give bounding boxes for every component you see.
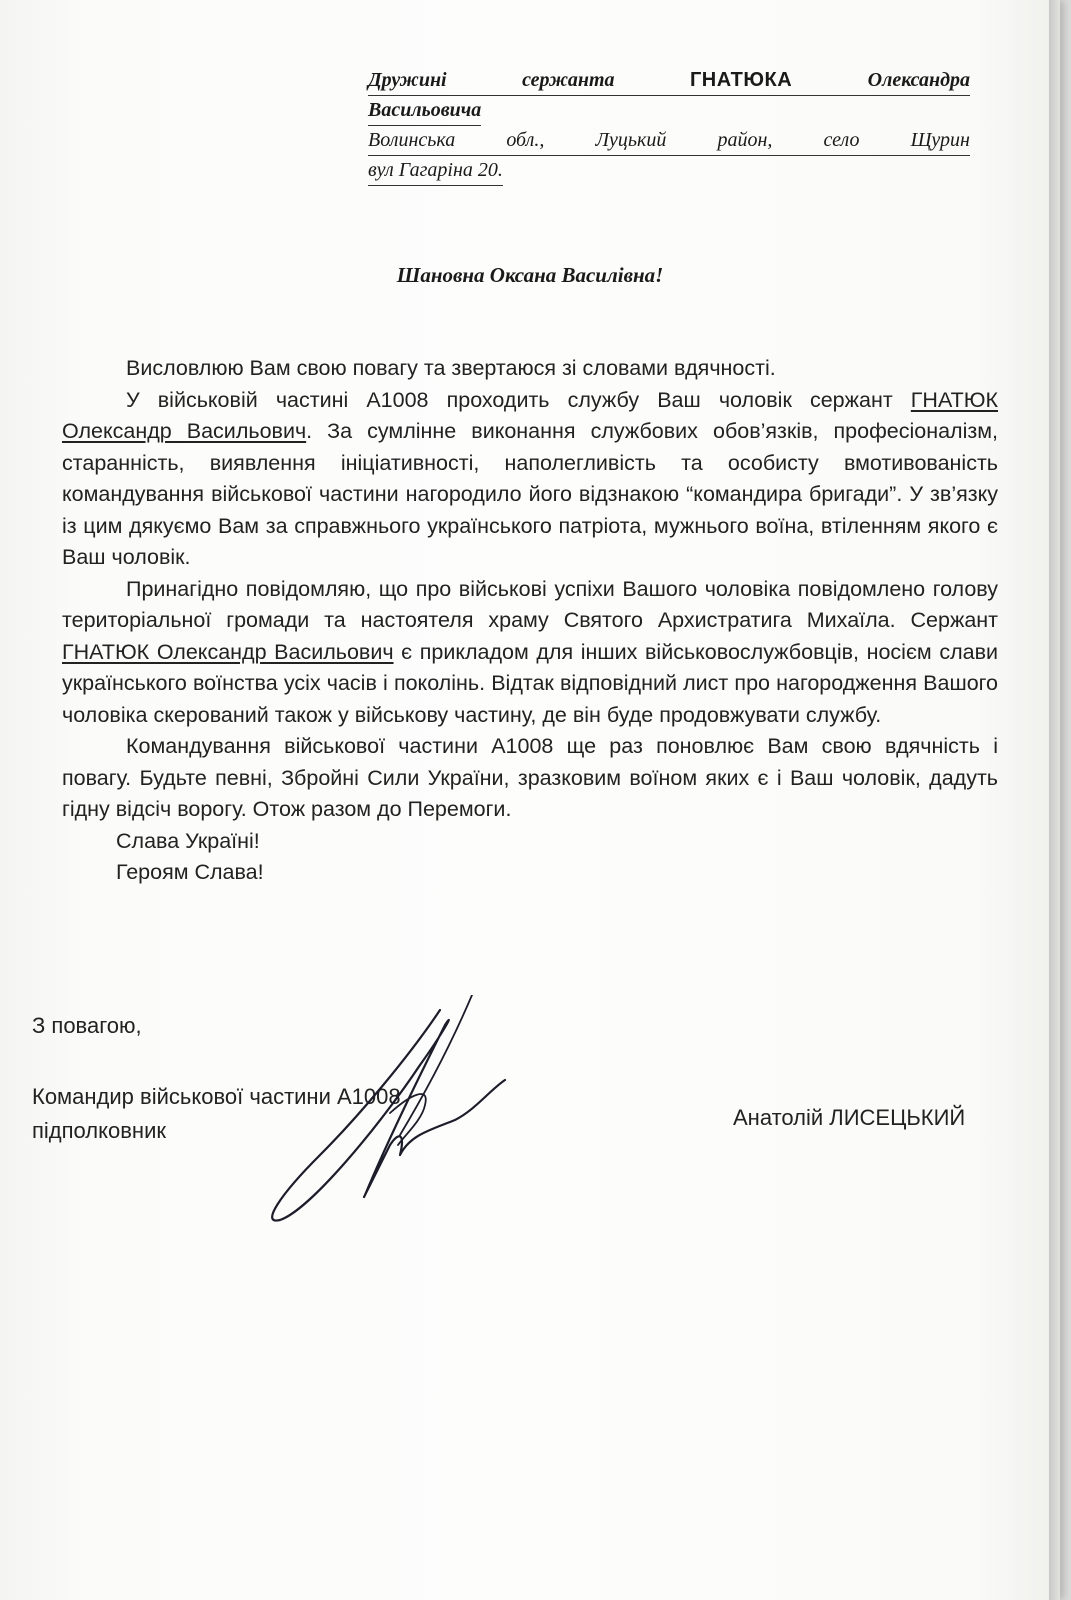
cheer-line-2: Героям Слава! (116, 860, 264, 884)
position-line-2: підполковник (32, 1118, 166, 1143)
recipient-surname: ГНАТЮКА (689, 69, 793, 91)
street-address: вул Гагаріна 20. (368, 156, 503, 186)
address-word: Щурин (910, 129, 970, 151)
paragraph-1: Висловлюю Вам свою повагу та звертаюся зі словами вдячності. (126, 356, 776, 380)
address-line-3 (368, 126, 970, 156)
letter-body (62, 353, 998, 889)
recipient-patronymic: Васильовича (368, 96, 481, 126)
signer-name: Анатолій ЛИСЕЦЬКИЙ (733, 1105, 966, 1130)
handwritten-signature (240, 995, 540, 1235)
cheer-line-1: Слава Україні! (116, 828, 260, 853)
address-word: Олександра (867, 69, 970, 91)
recipient-address (368, 66, 970, 186)
address-line-4 (368, 156, 970, 186)
paragraph-text: У військовій частині А1008 проходить службу Ваш чоловік сержант (126, 387, 911, 412)
address-line-2 (368, 96, 970, 126)
address-word: обл., (506, 129, 545, 151)
sergeant-name: ГНАТЮК Олександр Васильович (62, 639, 394, 664)
paragraph-text: є прикладом для інших військовослужбовців, носієм слави українського воїнства усіх часів і поколінь. Відтак відповідний лист про нагородження Вашого чоловіка скерований також у військову частину, де він буде продовжувати службу. (62, 639, 998, 727)
address-word: Волинська (368, 129, 456, 151)
paragraph-3 (62, 574, 998, 732)
address-word: село (823, 129, 860, 151)
salutation: Шановна Оксана Василівна! (396, 263, 664, 287)
position-line-1: Командир військової частини А1008 (32, 1084, 401, 1109)
paragraph-2 (62, 385, 998, 574)
closing: З повагою, (32, 1013, 142, 1038)
sergeant-name: ГНАТЮК Олександр Васильович (62, 387, 998, 443)
page-edge (1049, 0, 1060, 1600)
address-word: сержанта (522, 69, 615, 91)
address-line-1 (368, 66, 970, 96)
paragraph-4: Командування військової частини А1008 ще раз поновлює Вам свою вдячність і повагу. Будьте певні, Збройні Сили України, зразковим воїном яких є і Ваш чоловік, дадуть гідну відсіч ворогу. Отож разом до Перемоги. (62, 734, 998, 821)
paragraph-text: Принагідно повідомляю, що про військові успіхи Вашого чоловіка повідомлено голову територіальної громади та настоятеля храму Святого Архистратига Михаїла. Сержант (62, 576, 998, 632)
address-word: район, (717, 129, 773, 151)
address-word: Луцький (595, 129, 667, 151)
address-word: Дружині (368, 69, 447, 91)
paragraph-text: . За сумлінне виконання службових обов’язків, професіоналізм, старанність, виявлення ініціативності, наполегливість та особисту вмотивованість командування військової частини нагородило його відзнакою “командира бригади”. У зв’язку із цим дякуємо Вам за справжнього українського патріота, мужнього воїна, втіленням якого є Ваш чоловік. (62, 419, 998, 569)
